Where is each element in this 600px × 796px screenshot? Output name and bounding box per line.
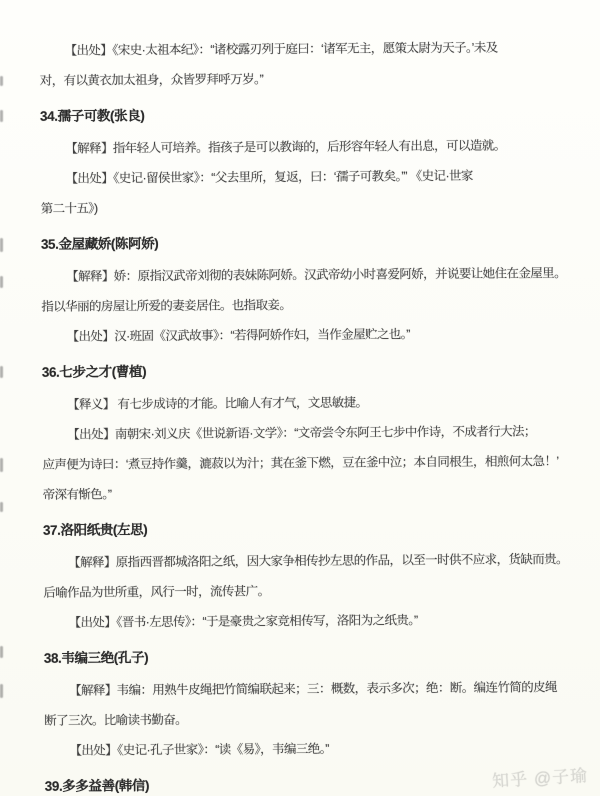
text-line: 【释义】 有七步成诗的才能。比喻人有才气，文思敏捷。 [66, 395, 368, 412]
text-line: 【出处】《晋书·左思传》：“于是豪贵之家竞相传写，洛阳为之纸贵。” [68, 613, 418, 630]
scan-smudge [0, 646, 3, 658]
zhihu-watermark: 知乎 @子瑜 [491, 766, 589, 791]
scan-smudge [0, 684, 3, 698]
scan-smudge [0, 502, 3, 512]
scan-smudge [0, 76, 3, 86]
text-line: 【解释】韦编：用熟牛皮绳把竹简编联起来；三：概数，表示多次；绝：断。编连竹简的皮绳 [68, 680, 557, 698]
text-line: 后喻作品为世所重，风行一时，流传甚广。 [43, 584, 270, 600]
entry-heading: 38.韦编三绝(孔子) [43, 650, 149, 666]
scan-smudge [0, 110, 3, 122]
entry-heading: 37.洛阳纸贵(左思) [42, 522, 148, 538]
text-line: 对，有以黄衣加太祖身，众皆罗拜呼万岁。” [39, 72, 264, 88]
entry-heading: 34.孺子可教(张良) [39, 108, 145, 124]
text-line: 【出处】《宋史·太祖本纪》：“诸校露刃列于庭曰：‘诸军无主，愿策太尉为天子。’未及 [64, 40, 498, 58]
entry-heading: 35.金屋藏娇(陈阿娇) [40, 235, 159, 252]
text-line: 帝深有惭色。” [42, 487, 112, 502]
scan-smudge [0, 276, 3, 288]
scan-smudge [0, 366, 3, 378]
scan-smudge [0, 458, 3, 472]
text-line: 【解释】娇：原指汉武帝刘彻的表妹陈阿娇。汉武帝幼小时喜爱阿娇，并说要让她住在金屋里。 [66, 266, 566, 284]
text-line: 【出处】《史记·孔子世家》：“读《易》，韦编三绝。” [69, 741, 329, 758]
text-line: 【解释】原指西晋都城洛阳之纸，因大家争相传抄左思的作品，以至一时供不应求，货缺而贵。 [68, 552, 568, 570]
text-line: 指以华丽的房屋让所爱的妻妾居住。也指取妾。 [41, 298, 292, 314]
entry-heading: 39.多多益善(韩信) [44, 778, 150, 794]
text-line: 【出处】南朝宋·刘义庆《世说新语·文学》：“文帝尝令东阿王七步中作诗，不成者行大法； [67, 424, 536, 442]
text-line: 【出处】汉·班固《汉武故事》：“若得阿娇作妇，当作金屋贮之也。” [66, 327, 410, 344]
text-line: 【解释】指年轻人可培养。指孩子是可以教诲的，后形容年轻人有出息，可以造就。 [65, 138, 506, 156]
text-line: 断了三次。比喻读书勤奋。 [44, 712, 188, 728]
text-line: 第二十五》) [40, 201, 98, 216]
scan-smudge [0, 238, 3, 252]
text-line: 【出处】《史记·留侯世家》：“父去里所，复返，曰：‘孺子可教矣。’” 《史记·世家 [65, 168, 473, 186]
entry-heading: 36.七步之才(曹植) [41, 364, 147, 380]
text-line: 应声便为诗曰：‘煮豆持作羹，漉菽以为汁；萁在釜下燃，豆在釜中泣；本自同根生，相煎何太急！’ [42, 454, 559, 472]
